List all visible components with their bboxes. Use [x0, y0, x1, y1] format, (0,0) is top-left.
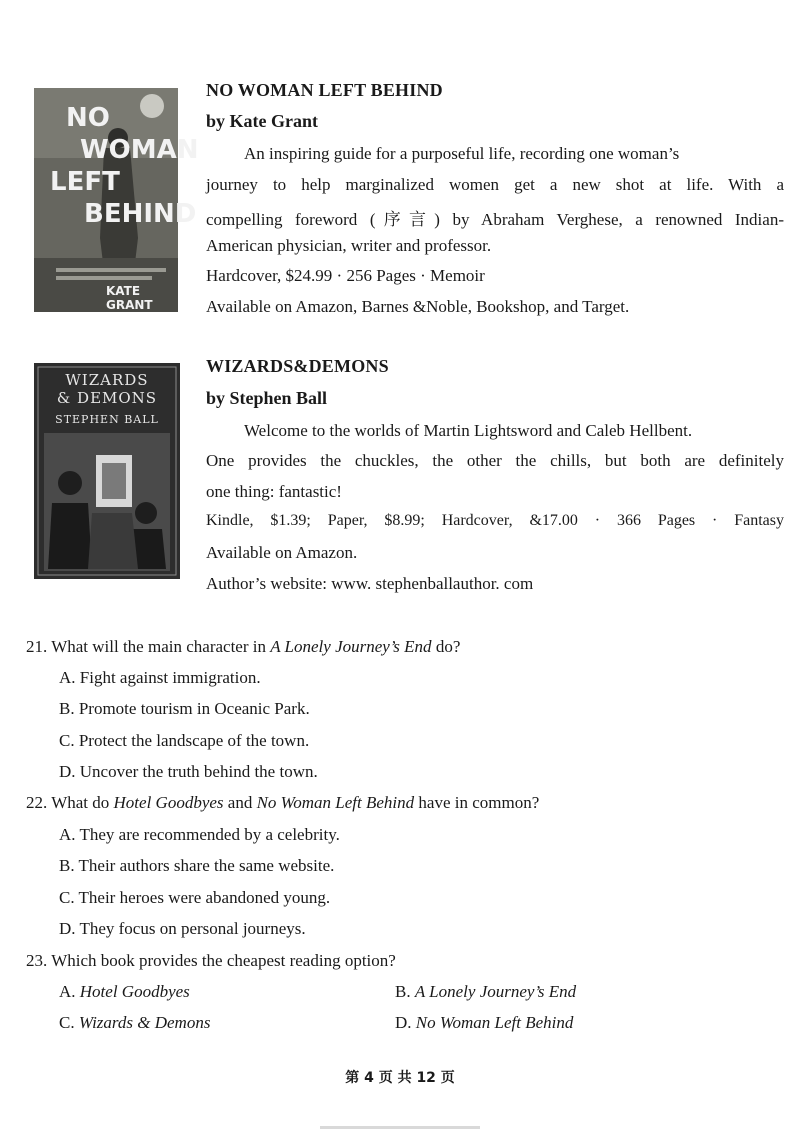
- book-availability: Available on Amazon, Barnes &Noble, Bookshop, and Target.: [206, 297, 630, 316]
- question-number: 23.: [26, 951, 48, 970]
- book-cover-no-woman-left-behind: [34, 88, 199, 312]
- question-stem-italic: A Lonely Journey’s End: [270, 637, 432, 656]
- book-description-line: journey to help marginalized women get a new shot at life. With a: [206, 175, 784, 194]
- cover-title-line: & DEMONS: [56, 389, 158, 407]
- cover-title-word: BEHIND: [84, 199, 197, 229]
- question-stem-text: do?: [431, 637, 461, 656]
- question-number: 22.: [26, 793, 48, 812]
- option-22-d: D. They focus on personal journeys.: [59, 919, 306, 938]
- option-letter: D.: [395, 1013, 412, 1032]
- question-stem-text: have in common?: [414, 793, 540, 812]
- book-info: Hardcover, $24.99 · 256 Pages · Memoir: [206, 266, 485, 285]
- question-23: [26, 951, 396, 971]
- option-letter: C.: [59, 1013, 75, 1032]
- book-description-line: American physician, writer and professor.: [206, 236, 492, 255]
- cover-title-word: WOMAN: [80, 135, 199, 165]
- question-stem-text: What will the main character in: [51, 637, 271, 656]
- book-title: WIZARDS&DEMONS: [206, 356, 389, 376]
- author-website: Author’s website: www. stephenballauthor. com: [206, 574, 534, 593]
- book-description-line: Welcome to the worlds of Martin Lightsword and Caleb Hellbent.: [244, 421, 693, 440]
- option-23-a: [59, 982, 190, 1002]
- option-text: Wizards & Demons: [78, 1013, 211, 1032]
- option-22-b: B. Their authors share the same website.: [59, 856, 335, 875]
- option-22-a: A. They are recommended by a celebrity.: [59, 825, 340, 844]
- bottom-rule: [320, 1126, 480, 1129]
- cover-title: [34, 371, 180, 407]
- book-description-line: An inspiring guide for a purposeful life, recording one woman’s: [244, 144, 680, 163]
- book-author: by Stephen Ball: [206, 388, 328, 408]
- option-23-b: [395, 982, 576, 1002]
- option-letter: B.: [395, 982, 411, 1001]
- option-text: A Lonely Journey’s End: [414, 982, 577, 1001]
- question-stem-text: and: [223, 793, 257, 812]
- option-21-b: B. Promote tourism in Oceanic Park.: [59, 699, 310, 718]
- cover-title-word: LEFT: [50, 167, 120, 197]
- option-21-c: C. Protect the landscape of the town.: [59, 731, 310, 750]
- cover-title-line: WIZARDS: [65, 371, 149, 389]
- option-letter: A.: [59, 982, 76, 1001]
- cover-author: STEPHEN BALL: [55, 413, 159, 426]
- book-author: by Kate Grant: [206, 111, 318, 131]
- cover-title-word: NO: [66, 103, 110, 133]
- option-23-d: [395, 1013, 573, 1033]
- option-21-a: A. Fight against immigration.: [59, 668, 261, 687]
- question-stem-text: Which book provides the cheapest reading option?: [51, 951, 396, 970]
- cover-author: KATE GRANT: [106, 284, 153, 312]
- option-23-c: [59, 1013, 210, 1033]
- book-info: Kindle, $1.39; Paper, $8.99; Hardcover, &17.00 · 366 Pages · Fantasy: [206, 512, 784, 529]
- book-description-line: one thing: fantastic!: [206, 482, 342, 501]
- book-availability: Available on Amazon.: [206, 543, 358, 562]
- question-stem-italic: Hotel Goodbyes: [113, 793, 224, 812]
- option-text: Hotel Goodbyes: [79, 982, 190, 1001]
- question-stem-text: What do: [51, 793, 114, 812]
- page-number-footer: 第 4 页 共 12 页: [345, 1070, 455, 1086]
- cover-title: [50, 102, 199, 230]
- option-21-d: D. Uncover the truth behind the town.: [59, 762, 318, 781]
- option-22-c: C. Their heroes were abandoned young.: [59, 888, 331, 907]
- option-text: No Woman Left Behind: [415, 1013, 574, 1032]
- book-cover-wizards-demons: [34, 363, 180, 579]
- book-description-line: compelling foreword (序言) by Abraham Verghese, a renowned Indian-: [206, 210, 784, 229]
- book-title: NO WOMAN LEFT BEHIND: [206, 80, 443, 100]
- question-stem-italic: No Woman Left Behind: [256, 793, 415, 812]
- question-22: [26, 793, 539, 813]
- book-description-line: One provides the chuckles, the other the chills, but both are definitely: [206, 451, 784, 470]
- question-number: 21.: [26, 637, 48, 656]
- question-21: [26, 637, 460, 657]
